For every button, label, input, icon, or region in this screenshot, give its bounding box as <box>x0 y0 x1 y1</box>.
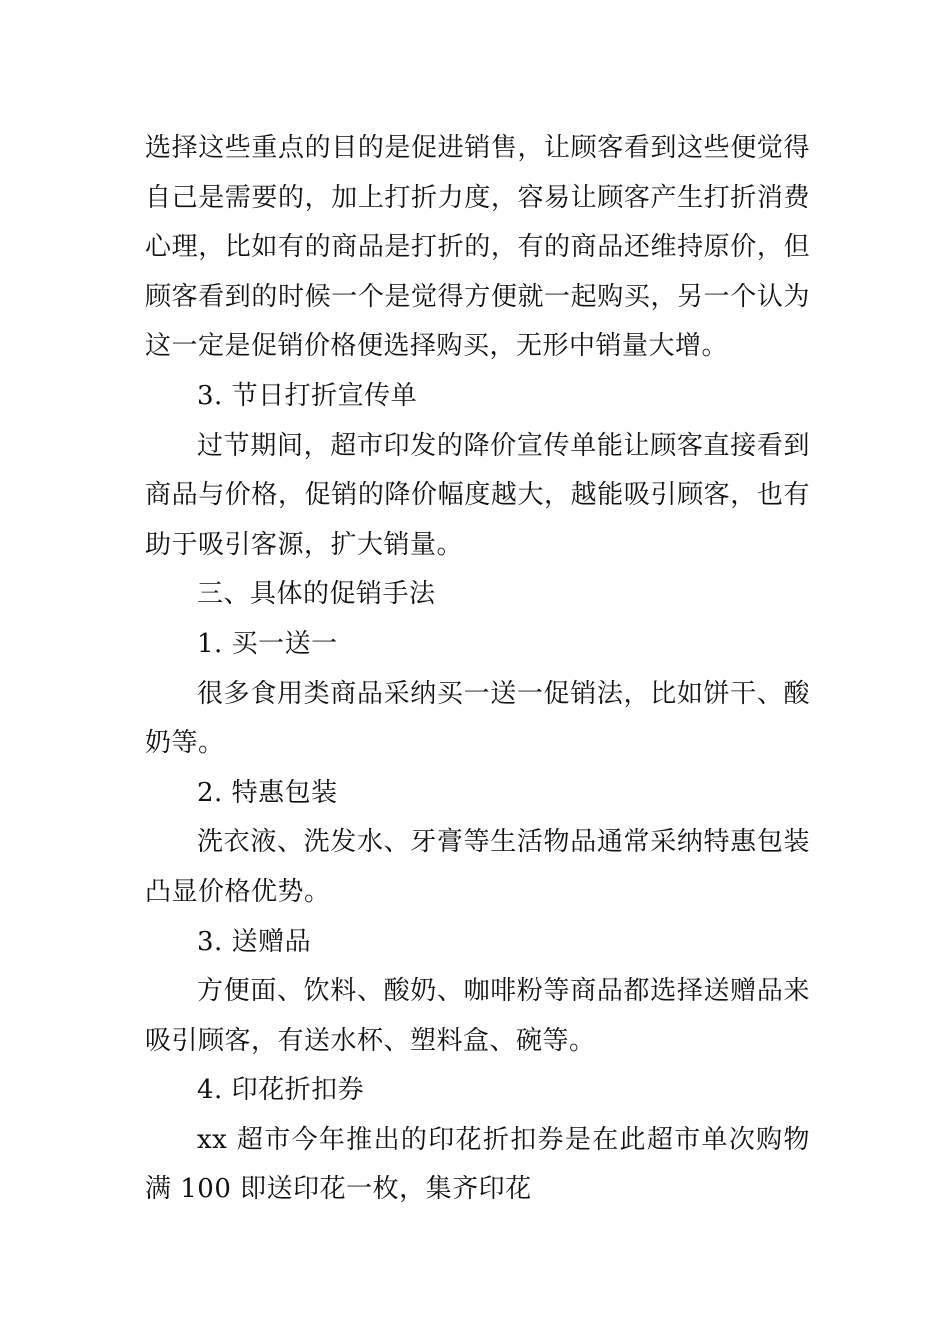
section-heading-holiday-flyer: 3. 节日打折宣传单 <box>197 380 418 411</box>
subheading-stamp-coupon: 4. 印花折扣券 <box>197 1075 365 1106</box>
paragraph-stamp-coupon: xx 超市今年推出的印花折扣券是在此超市单次购物满 100 即送印花一枚，集齐印花 <box>145 1124 810 1205</box>
paragraph-1: 选择这些重点的目的是促进销售，让顾客看到这些便觉得自己是需要的，加上打折力度，容易让顾客产生打折消费心理，比如有的商品是打折的，有的商品还维持原价，但顾客看到的时候一个是觉得方便就一起购买，另一个认为这一定是促销价格便选择购买，无形中销量大增。 <box>145 133 810 362</box>
paragraph-holiday-flyer: 过节期间，超市印发的降价宣传单能让顾客直接看到商品与价格，促销的降价幅度越大，越能吸引顾客，也有助于吸引客源，扩大销量。 <box>145 430 810 560</box>
subheading-special-packaging: 2. 特惠包装 <box>197 777 338 808</box>
subheading-free-gifts: 3. 送赠品 <box>197 926 312 957</box>
section-heading-promotion-methods: 三、具体的促销手法 <box>197 579 436 610</box>
paragraph-buy-one-get-one: 很多食用类商品采纳买一送一促销法，比如饼干、酸奶等。 <box>145 678 810 759</box>
document-body <box>145 124 810 1215</box>
paragraph-special-packaging: 洗衣液、洗发水、牙膏等生活物品通常采纳特惠包装凸显价格优势。 <box>145 827 810 907</box>
subheading-buy-one-get-one: 1. 买一送一 <box>197 628 338 659</box>
paragraph-free-gifts: 方便面、饮料、酸奶、咖啡粉等商品都选择送赠品来吸引顾客，有送水杯、塑料盒、碗等。 <box>145 976 810 1056</box>
